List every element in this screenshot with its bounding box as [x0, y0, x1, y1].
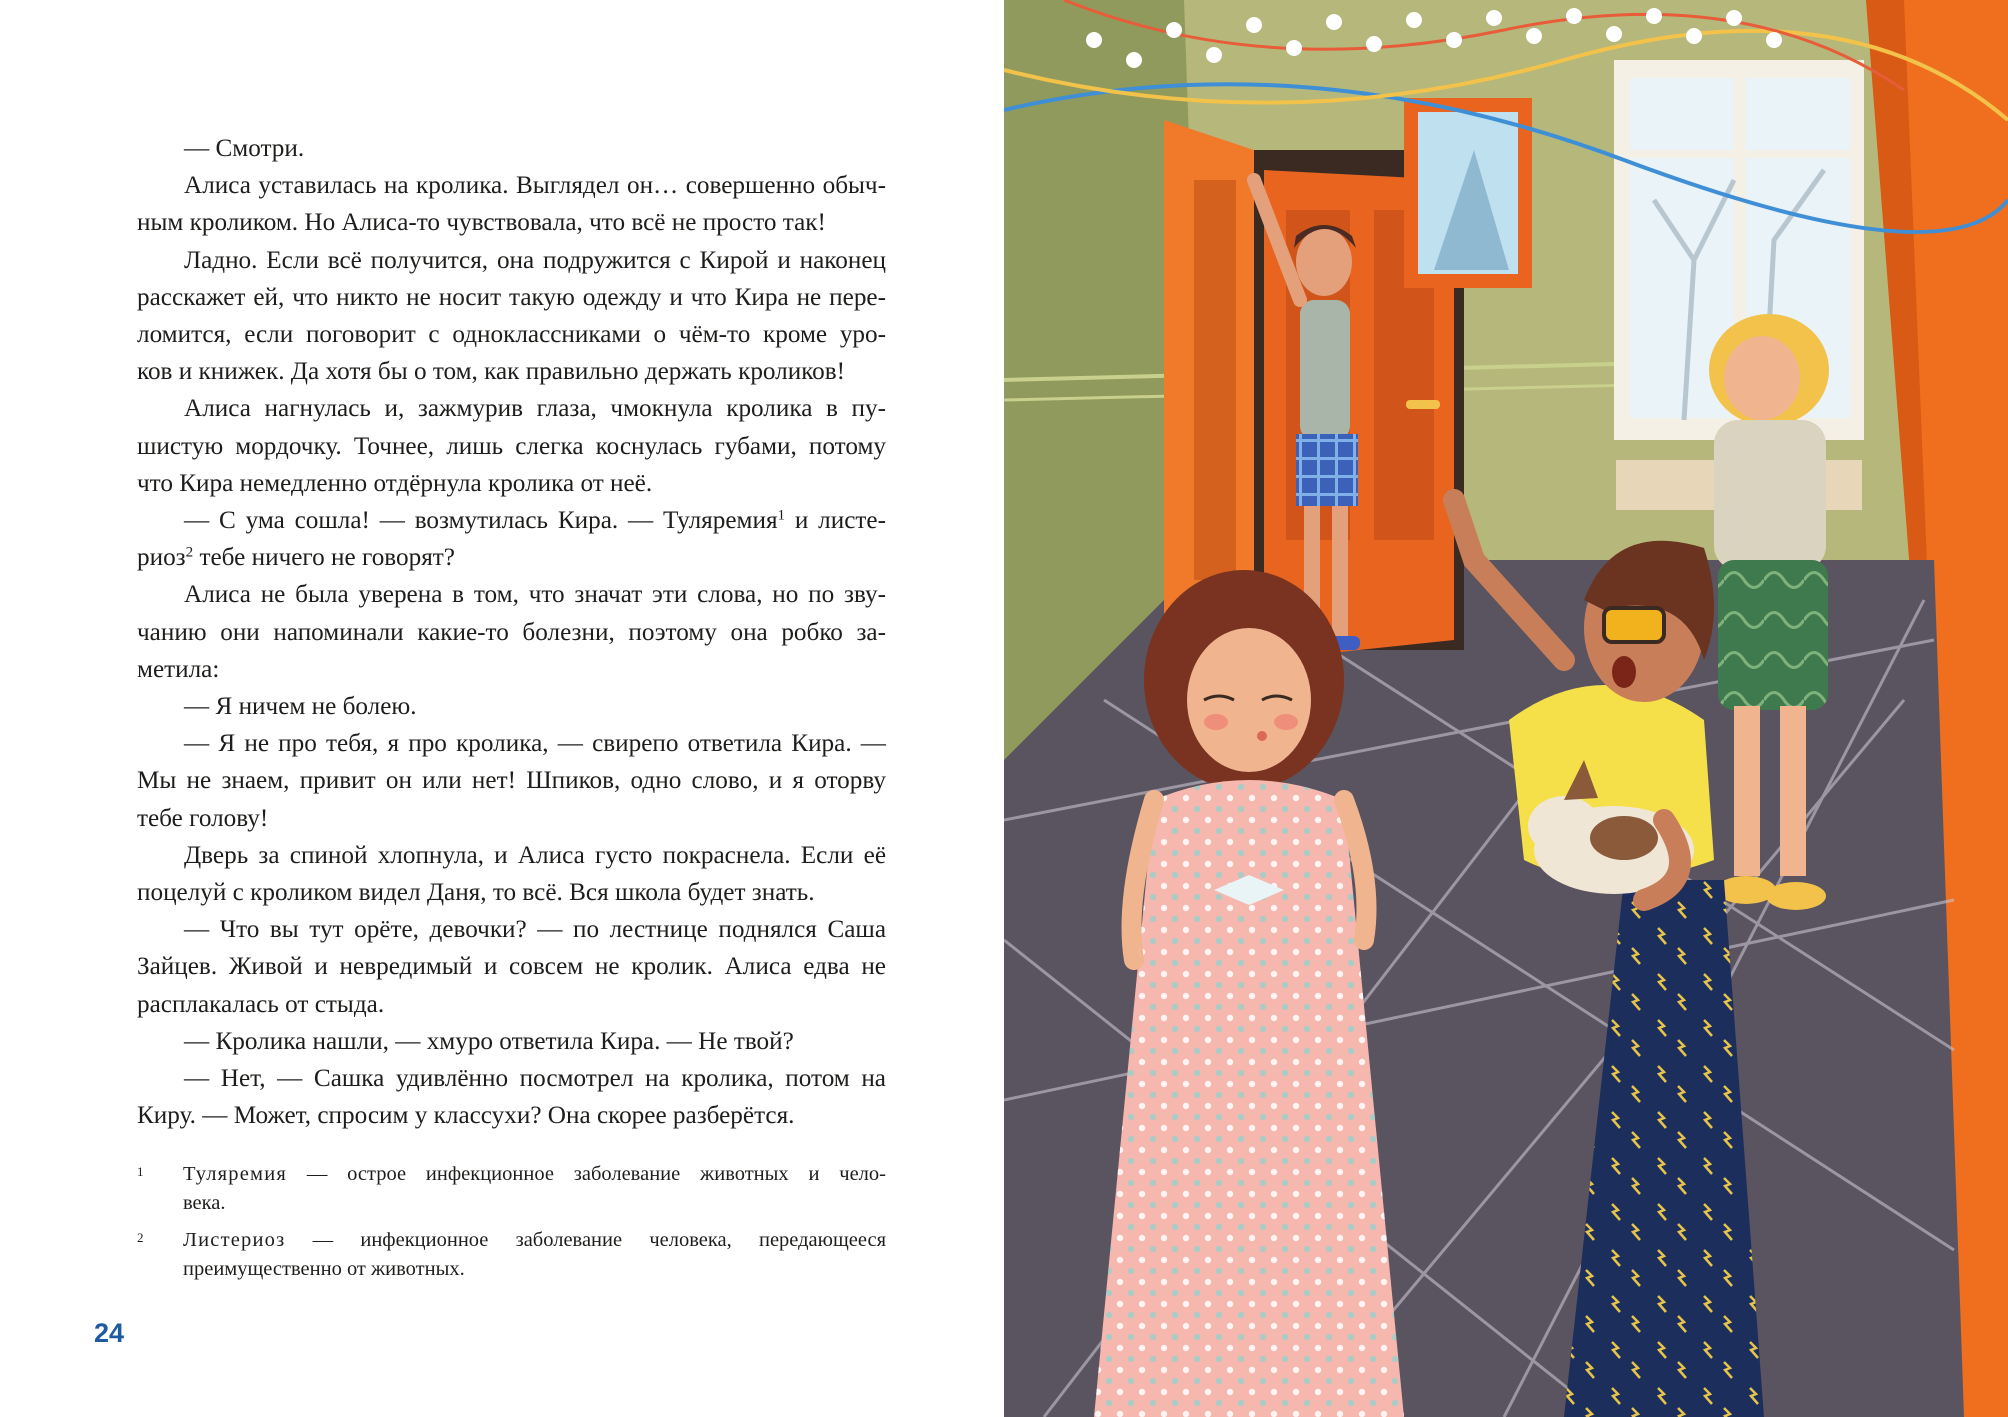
text-line: ным кроликом. Но Алиса-то чувствовала, что всё не просто так! — [137, 209, 826, 237]
text-line: — Кролика нашли, — хмуро ответила Кира. — Не твой? — [184, 1027, 794, 1055]
text-line: ломится, если поговорит с одноклассниками о чём-то кроме уро- — [137, 321, 886, 349]
text-line: — Я не про тебя, я про кролика, — свирепо ответила Кира. — — [184, 730, 886, 758]
text-line: Мы не знаем, привит он или нет! Шпиков, одно слово, и я оторву — [137, 767, 886, 795]
footnote-term: Листериоз — [183, 1229, 286, 1251]
footnote-definition: — инфекционное заболевание человека, передающееся — [285, 1229, 886, 1251]
illustration — [1004, 0, 2008, 1417]
page-number: 24 — [94, 1318, 125, 1348]
text-line: — Я ничем не болею. — [184, 693, 417, 721]
footnote-term: Туляремия — [183, 1163, 288, 1185]
text-line: — С ума сошла! — возмутилась Кира. — Туляремия$^1$ и листе- — [184, 507, 886, 535]
text-line: Алиса нагнулась и, зажмурив глаза, чмокнула кролика в пу- — [184, 395, 886, 423]
text-line: расплакалась от стыда. — [137, 990, 385, 1018]
footnote-mark: 2 — [137, 1230, 144, 1245]
illustration-scene — [1004, 0, 2008, 1417]
text-line: расскажет ей, что никто не носит такую одежду и что Кира не пере- — [137, 283, 886, 311]
body-text — [137, 130, 886, 1134]
text-line: метила: — [137, 655, 220, 683]
text-line: Зайцев. Живой и невредимый и совсем не кролик. Алиса едва не — [137, 953, 886, 981]
small-window — [1404, 98, 1532, 288]
footnote-line — [183, 1160, 886, 1189]
text-line: тебе голову! — [137, 804, 269, 832]
text-line: Ладно. Если всё получится, она подружится с Кирой и наконец — [184, 246, 886, 274]
text-line: ков и книжек. Да хотя бы о том, как правильно держать кроликов! — [137, 358, 846, 386]
footnote-mark: 1 — [137, 1164, 144, 1179]
text-line: Алиса уставилась на кролика. Выглядел он… совершенно обыч- — [184, 172, 886, 200]
text-line: Дверь за спиной хлопнула, и Алиса густо покраснела. Если её — [184, 841, 886, 869]
text-line: Алиса не была уверена в том, что значат эти слова, но по зву- — [184, 581, 886, 609]
text-line: — Смотри. — [184, 135, 305, 162]
text-line: поцелуй с кроликом видел Даня, то всё. Вся школа будет знать. — [137, 879, 815, 907]
text-line: Киру. — Может, спросим у классухи? Она скорее разберётся. — [137, 1102, 795, 1130]
text-line: что Кира немедленно отдёрнула кролика от неё. — [137, 469, 653, 497]
text-line: — Нет, — Сашка удивлённо посмотрел на кролика, потом на — [184, 1065, 886, 1093]
footnote — [137, 1160, 886, 1217]
text-line: — Что вы тут орёте, девочки? — по лестнице поднялся Саша — [184, 916, 886, 944]
text-line: чанию они напоминали какие-то болезни, поэтому она робко за- — [137, 618, 886, 646]
footnote-line: преимущественно от животных. — [183, 1257, 465, 1280]
footnote-line — [183, 1226, 886, 1255]
text-line: шистую мордочку. Точнее, лишь слегка коснулась губами, потому — [137, 432, 886, 460]
footnote — [137, 1226, 886, 1283]
footnote-definition: — острое инфекционное заболевание животных и чело- — [287, 1163, 886, 1185]
text-line: риоз$^2$ тебе ничего не говорят? — [137, 544, 455, 572]
footnote-line: века. — [183, 1191, 226, 1214]
footnotes — [137, 1160, 886, 1292]
